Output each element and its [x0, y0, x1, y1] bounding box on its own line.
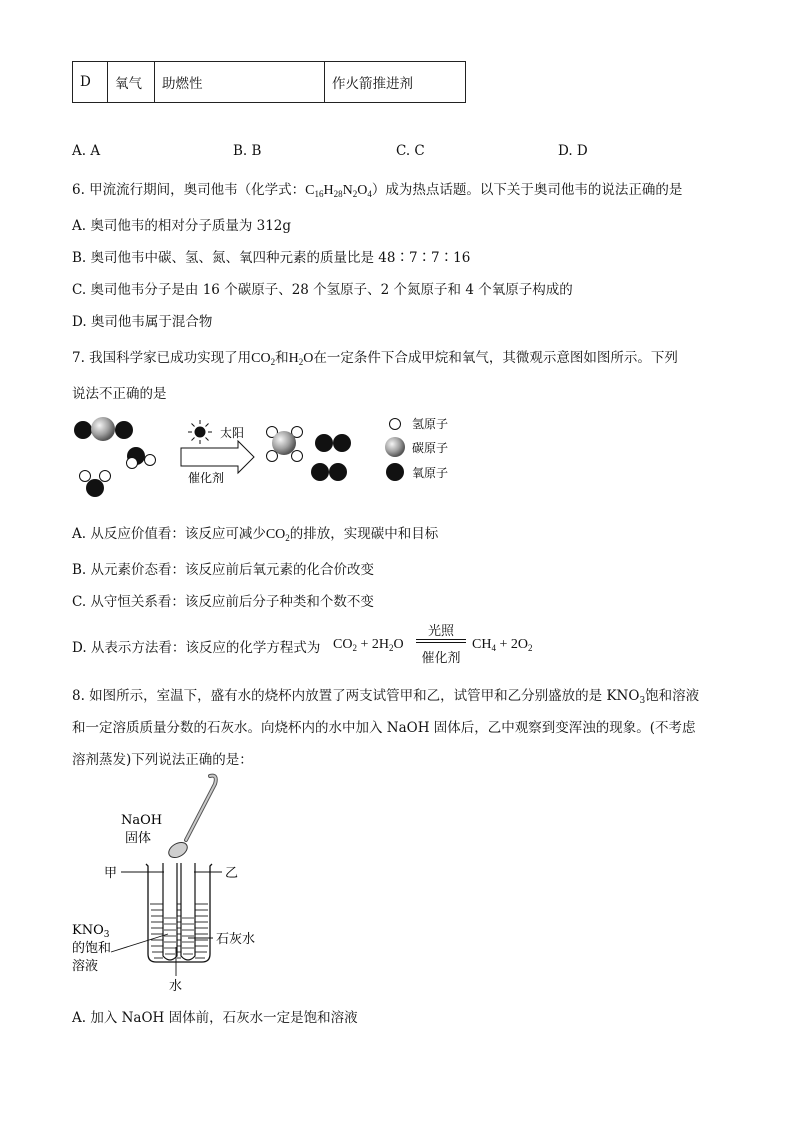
- q6-option-c: C. 奥司他韦分子是由 16 个碳原子、28 个氢原子、2 个氮原子和 4 个氧原子构成的: [72, 282, 573, 298]
- q5-option-d: D. D: [558, 143, 588, 159]
- q6-option-b: B. 奥司他韦中碳、氢、氮、氧四种元素的质量比是 48∶7∶7∶16: [72, 250, 471, 266]
- solid-label: 固体: [125, 831, 152, 846]
- q6-option-d: D. 奥司他韦属于混合物: [72, 314, 213, 330]
- yi-label: 乙: [225, 866, 239, 881]
- co2-molecule: [74, 417, 133, 441]
- q7-option-d-text: D. 从表示方法看：该反应的化学方程式为: [72, 640, 321, 656]
- ch4-molecule: [267, 427, 303, 462]
- naoh-label: NaOH: [121, 813, 163, 828]
- q8-stem-line3: 溶剂蒸发)下列说法正确的是：: [72, 752, 253, 768]
- q7-option-c: C. 从守恒关系看：该反应前后分子种类和个数不变: [72, 594, 374, 610]
- legend: [385, 417, 448, 481]
- q7-option-d-products: $CH_4 + 2O_2$: [472, 637, 533, 653]
- q7-stem-line1: 7. 我国科学家已成功实现了用$CO_2$和$H_2O$在一定条件下合成甲烷和氧气，其微观示意图如图所示。下列: [72, 350, 678, 367]
- o2-molecule: [311, 463, 347, 481]
- q7-option-a: A. 从反应价值看：该反应可减少$CO_2$的排放，实现碳中和目标: [72, 526, 439, 543]
- reaction-arrow-icon: [181, 441, 254, 473]
- legend-carbon: 碳原子: [412, 441, 449, 455]
- water-label: 水: [169, 979, 183, 994]
- table-cell-property: 助燃性: [155, 62, 325, 103]
- q7-option-b: B. 从元素价态看：该反应前后氧元素的化合价改变: [72, 562, 375, 578]
- test-tube-yi: [181, 863, 195, 960]
- sun-icon: [188, 420, 212, 444]
- table-cell-use: 作火箭推进剂: [325, 62, 466, 103]
- legend-oxygen: 氧原子: [412, 466, 449, 480]
- legend-hydrogen: 氢原子: [412, 417, 449, 431]
- table-cell-substance: 氧气: [108, 62, 155, 103]
- test-tube-jia: [163, 863, 177, 960]
- jia-label: 甲: [104, 866, 118, 881]
- q5-option-b: B. B: [233, 143, 262, 159]
- options-table: [72, 61, 466, 103]
- solution-label: 溶液: [72, 959, 99, 974]
- q6-stem-after: ）成为热点话题。以下关于奥司他韦的说法正确的是: [371, 182, 683, 198]
- kno3-label: $KNO_3$: [72, 923, 110, 940]
- limewater-label: 石灰水: [216, 932, 256, 947]
- q7-stem-line2: 说法不正确的是: [72, 386, 167, 402]
- catalyst-label: 催化剂: [188, 471, 225, 485]
- q7-option-d-equals-line: [416, 642, 466, 643]
- saturated-label: 的饱和: [72, 941, 112, 956]
- table-row: [73, 62, 466, 103]
- q7-option-d-condition-bottom: 催化剂: [421, 651, 461, 666]
- q6-stem: [72, 178, 682, 199]
- q5-option-c: C. C: [396, 143, 425, 159]
- sun-label: 太阳: [220, 426, 245, 440]
- spoon-icon: [166, 776, 216, 861]
- q8-option-a: A. 加入 NaOH 固体前，石灰水一定是饱和溶液: [72, 1010, 358, 1026]
- q7-option-d-condition-top: 光照: [427, 624, 454, 639]
- q8-stem-line1: 8. 如图所示，室温下，盛有水的烧杯内放置了两支试管甲和乙，试管甲和乙分别盛放的是 $KNO_3$饱和溶液: [72, 688, 700, 706]
- h2o-molecule: [80, 471, 111, 498]
- table-cell-letter: D: [73, 62, 108, 103]
- q8-stem-line2: 和一定溶质质量分数的石灰水。向烧杯内的水中加入 NaOH 固体后，乙中观察到变浑浊的现象。(不考虑: [72, 720, 696, 736]
- q5-option-a: A. A: [72, 143, 101, 159]
- h2o-molecule: [127, 447, 156, 469]
- q8-beaker-diagram: [68, 772, 288, 994]
- q6-option-a: A. 奥司他韦的相对分子质量为 312g: [72, 218, 292, 234]
- q7-option-d-reactants: $CO_2 + 2H_2O$: [333, 637, 404, 653]
- q7-micro-diagram: [70, 410, 470, 505]
- o2-molecule: [315, 434, 351, 452]
- q6-stem-before: 6. 甲流流行期间，奥司他韦（化学式：: [72, 182, 306, 198]
- q6-formula: $C_{16}H_{28}N_2O_4$: [305, 183, 372, 199]
- q7-option-d-equals-line: [416, 639, 466, 640]
